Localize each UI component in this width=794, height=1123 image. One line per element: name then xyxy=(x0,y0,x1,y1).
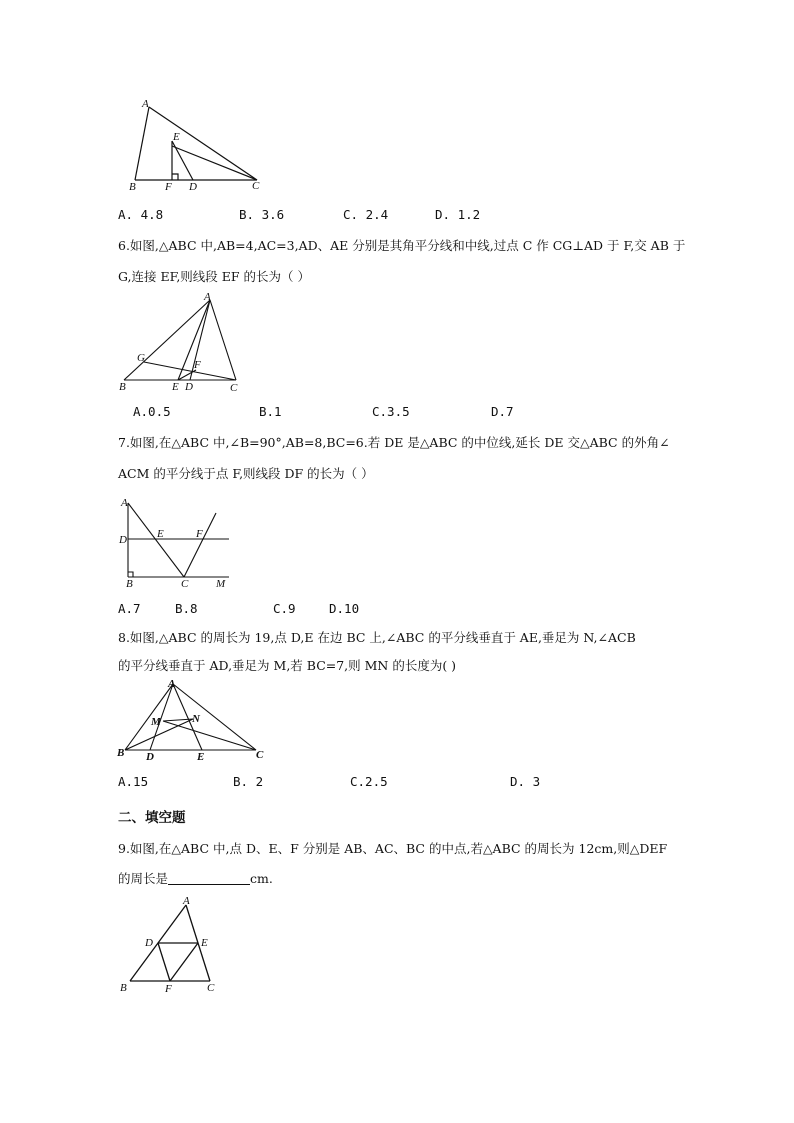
q8-label-e: E xyxy=(197,751,205,763)
q8-option-b: B. 2 xyxy=(233,774,264,789)
q5-option-d: D. 1.2 xyxy=(435,207,481,222)
q9-label-e: E xyxy=(201,937,208,949)
q5-label-a: A xyxy=(142,98,149,110)
q6-option-b: B.1 xyxy=(259,404,282,419)
q5-figure xyxy=(125,96,270,194)
q7-question-line-1: 7.如图,在△ABC 中,∠B=90°,AB=8,BC=6.若 DE 是△ABC 的中位线,延长 DE 交△ABC 的外角∠ xyxy=(118,435,670,450)
q6-option-c: C.3.5 xyxy=(372,404,410,419)
q7-option-c: C.9 xyxy=(273,601,296,616)
q9-answer-blank[interactable] xyxy=(168,872,250,885)
q7-label-b: B xyxy=(126,578,133,589)
q6-question-line-2: G,连接 EF,则线段 EF 的长为（ ） xyxy=(118,269,311,284)
q9-line-2-suffix: cm. xyxy=(250,871,273,886)
q9-label-f: F xyxy=(165,983,172,995)
q7-option-a: A.7 xyxy=(118,601,141,616)
q8-label-b: B xyxy=(117,747,125,759)
q7-label-a: A xyxy=(121,497,128,509)
q8-option-a: A.15 xyxy=(118,774,149,789)
q9-question-line-2 xyxy=(118,869,273,889)
q5-label-d: D xyxy=(189,181,197,193)
q6-figure xyxy=(118,292,246,394)
q9-figure xyxy=(117,893,223,995)
q9-label-d: D xyxy=(145,937,153,949)
q6-option-a: A.0.5 xyxy=(133,404,171,419)
q5-label-e: E xyxy=(173,131,180,143)
q7-option-d: D.10 xyxy=(329,601,360,616)
q8-label-c: C xyxy=(256,749,264,761)
q9-label-a: A xyxy=(183,895,190,907)
q8-question-line-1: 8.如图,△ABC 的周长为 19,点 D,E 在边 BC 上,∠ABC 的平分线垂直于 AE,垂足为 N,∠ACB xyxy=(118,630,636,645)
q6-label-c: C xyxy=(230,382,238,394)
q8-option-d: D. 3 xyxy=(510,774,541,789)
q8-label-a: A xyxy=(168,678,176,690)
q5-option-a: A. 4.8 xyxy=(118,207,164,222)
q8-figure xyxy=(116,674,268,766)
q9-line-2-prefix: 的周长是 xyxy=(118,871,169,886)
q6-label-e: E xyxy=(172,381,179,393)
q9-question-line-1: 9.如图,在△ABC 中,点 D、E、F 分别是 AB、AC、BC 的中点,若△ABC 的周长为 12cm,则△DEF xyxy=(118,841,668,856)
q9-label-c: C xyxy=(207,982,215,994)
q6-label-d: D xyxy=(185,381,193,393)
q5-label-c: C xyxy=(252,180,260,192)
q6-label-f: F xyxy=(194,359,201,371)
q6-option-d: D.7 xyxy=(491,404,514,419)
q6-label-g: G xyxy=(137,352,145,364)
section-heading-fill-in-blank: 二、填空题 xyxy=(118,810,186,826)
q5-label-f: F xyxy=(165,181,172,193)
q9-label-b: B xyxy=(120,982,127,994)
q6-label-a: A xyxy=(204,292,211,303)
q7-figure xyxy=(116,493,238,589)
q7-label-f: F xyxy=(196,528,203,540)
q7-option-b: B.8 xyxy=(175,601,198,616)
q5-label-b: B xyxy=(129,181,136,193)
q8-option-c: C.2.5 xyxy=(350,774,388,789)
q8-label-d: D xyxy=(146,751,154,763)
q7-label-m: M xyxy=(216,578,226,589)
q8-label-n: N xyxy=(192,713,200,725)
q5-option-b: B. 3.6 xyxy=(239,207,285,222)
q6-label-b: B xyxy=(119,381,126,393)
q6-question-line-1: 6.如图,△ABC 中,AB=4,AC=3,AD、AE 分别是其角平分线和中线,过点 C 作 CG⊥AD 于 F,交 AB 于 xyxy=(118,238,686,253)
q7-label-e: E xyxy=(157,528,164,540)
q5-option-c: C. 2.4 xyxy=(343,207,389,222)
q7-label-d: D xyxy=(119,534,127,546)
q8-label-m: M xyxy=(151,716,161,728)
q7-question-line-2: ACM 的平分线于点 F,则线段 DF 的长为（ ） xyxy=(118,466,374,481)
q7-label-c: C xyxy=(181,578,189,589)
q8-question-line-2: 的平分线垂直于 AD,垂足为 M,若 BC=7,则 MN 的长度为( ) xyxy=(118,658,457,673)
